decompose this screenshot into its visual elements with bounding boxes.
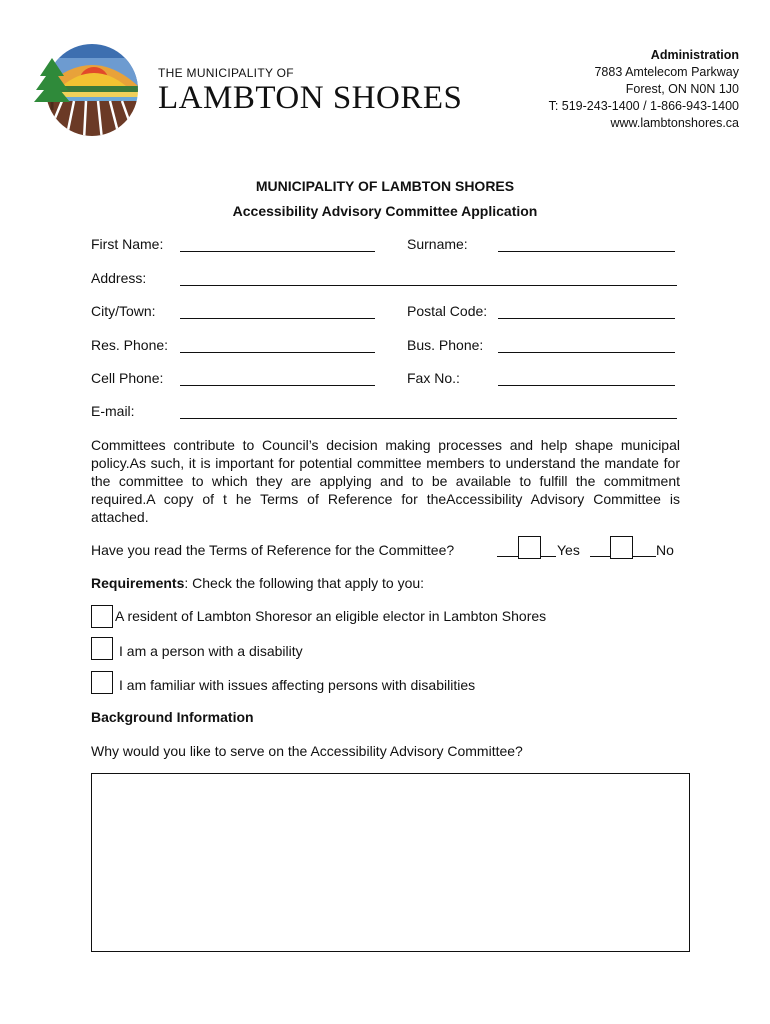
email-label: E-mail:	[91, 403, 135, 419]
municipality-logo	[32, 40, 140, 140]
requirement-checkbox-disability[interactable]	[91, 637, 113, 660]
contact-website[interactable]: www.lambtonshores.ca	[610, 116, 739, 130]
yes-checkbox[interactable]	[518, 536, 541, 559]
org-name-small: THE MUNICIPALITY OF	[158, 66, 294, 80]
surname-label: Surname:	[407, 236, 468, 252]
form-title: MUNICIPALITY OF LAMBTON SHORES	[255, 178, 515, 194]
committee-description: Committees contribute to Council’s decision making processes and help shape municipal policy.As such, it is important for potential committee members to understand the mandate for the committee to which they are applying and to be available to fulfill the commitment required.A copy of t he Terms of Reference for theAccessibility Advisory Committee is attached.	[91, 437, 680, 525]
requirements-heading-bold: Requirements	[91, 575, 185, 591]
no-checkbox[interactable]	[610, 536, 633, 559]
form-subtitle: Accessibility Advisory Committee Application	[232, 203, 538, 219]
fax-field[interactable]	[498, 385, 675, 386]
contact-address-line1: 7883 Amtelecom Parkway	[594, 65, 739, 79]
requirement-label-familiar: I am familiar with issues affecting persons with disabilities	[119, 677, 476, 693]
contact-title: Administration	[650, 48, 739, 62]
requirement-checkbox-familiar[interactable]	[91, 671, 113, 694]
city-field[interactable]	[180, 318, 375, 319]
background-heading: Background Information	[91, 709, 254, 725]
contact-address-line2: Forest, ON N0N 1J0	[625, 82, 739, 96]
requirements-heading	[91, 575, 424, 591]
contact-block	[549, 47, 739, 132]
requirement-label-disability: I am a person with a disability	[119, 643, 303, 659]
requirement-label-resident: A resident of Lambton Shoresor an eligible elector in Lambton Shores	[115, 608, 547, 624]
no-underline-left	[590, 556, 611, 557]
no-label: No	[656, 542, 674, 558]
contact-phone: T: 519-243-1400 / 1-866-943-1400	[548, 99, 739, 113]
why-answer-box[interactable]	[91, 773, 690, 952]
fax-label: Fax No.:	[407, 370, 460, 386]
yes-label: Yes	[557, 542, 580, 558]
org-name: LAMBTON SHORES	[158, 80, 463, 116]
cell-phone-label: Cell Phone:	[91, 370, 164, 386]
address-label: Address:	[91, 270, 147, 286]
bus-phone-label: Bus. Phone:	[407, 337, 484, 353]
res-phone-field[interactable]	[180, 352, 375, 353]
address-field[interactable]	[180, 285, 677, 286]
yes-underline-left	[497, 556, 520, 557]
first-name-field[interactable]	[180, 251, 375, 252]
why-question: Why would you like to serve on the Accessibility Advisory Committee?	[91, 743, 523, 759]
yes-underline-right	[540, 556, 556, 557]
no-underline-right	[632, 556, 656, 557]
city-label: City/Town:	[91, 303, 156, 319]
bus-phone-field[interactable]	[498, 352, 675, 353]
first-name-label: First Name:	[91, 236, 164, 252]
res-phone-label: Res. Phone:	[91, 337, 169, 353]
requirements-heading-rest: : Check the following that apply to you:	[184, 575, 425, 591]
requirement-checkbox-resident[interactable]	[91, 605, 113, 628]
terms-question: Have you read the Terms of Reference for the Committee?	[91, 542, 455, 558]
email-field[interactable]	[180, 418, 677, 419]
postal-code-label: Postal Code:	[407, 303, 488, 319]
postal-code-field[interactable]	[498, 318, 675, 319]
cell-phone-field[interactable]	[180, 385, 375, 386]
surname-field[interactable]	[498, 251, 675, 252]
